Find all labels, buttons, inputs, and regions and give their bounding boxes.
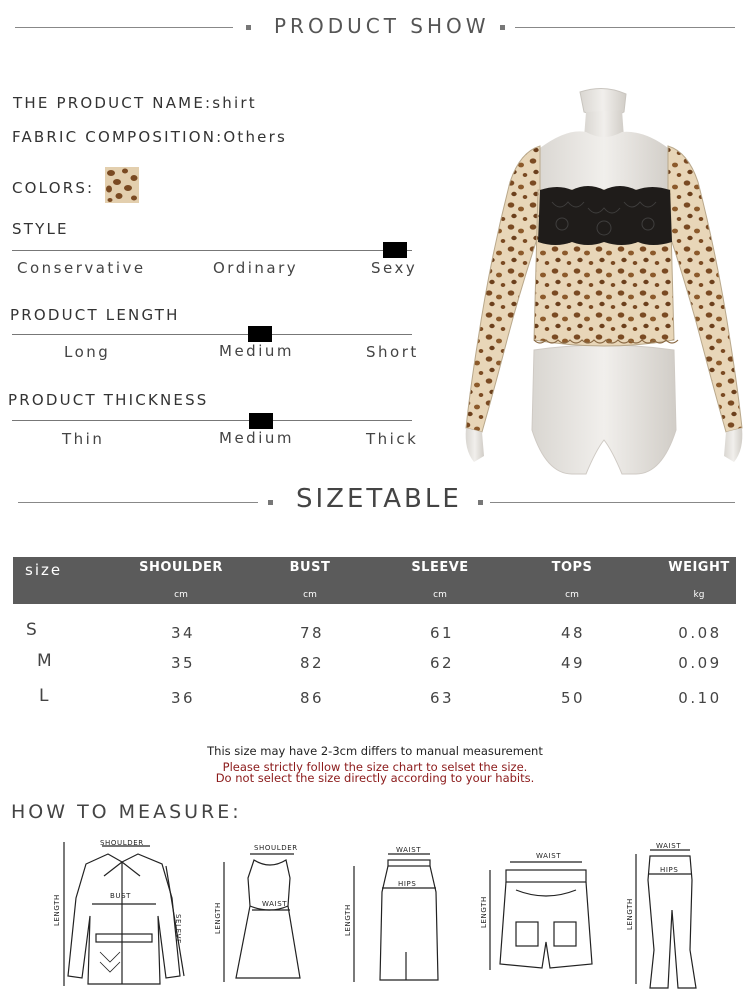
skirt-hips-label: HIPS — [398, 880, 417, 888]
sizetable-dot-right — [478, 500, 483, 505]
shorts-measure-figure — [476, 846, 616, 976]
trousers-hips-label: HIPS — [660, 866, 679, 874]
product-name-label: THE PRODUCT NAME: — [13, 94, 213, 112]
length-label-short: Short — [366, 343, 419, 361]
row-s-shoulder: 34 — [170, 624, 196, 642]
length-label-long: Long — [64, 343, 111, 361]
header-rule-left — [15, 27, 233, 28]
row-l-bust: 86 — [299, 689, 325, 707]
length-scale-marker[interactable] — [248, 326, 272, 342]
col-shoulder-unit: cm — [174, 590, 188, 600]
thickness-label-thick: Thick — [366, 430, 419, 448]
sizetable-dot-left — [268, 500, 273, 505]
how-to-measure-title: HOW TO MEASURE: — [11, 801, 242, 823]
row-m-weight: 0.09 — [678, 654, 722, 672]
product-photo — [462, 90, 746, 474]
row-s-size: S — [26, 620, 40, 640]
jacket-bust-label: BUST — [110, 892, 132, 900]
dress-length-label: LENGTH — [214, 902, 222, 934]
shorts-length-label: LENGTH — [480, 896, 488, 928]
thickness-label-thin: Thin — [62, 430, 105, 448]
header-dot-left — [246, 25, 251, 30]
length-scale-line — [12, 334, 412, 335]
trousers-waist-label: WAIST — [656, 842, 682, 850]
fabric-row — [12, 128, 287, 146]
length-label-medium: Medium — [219, 342, 294, 360]
style-label-ordinary: Ordinary — [213, 259, 299, 277]
thickness-scale-line — [12, 420, 412, 421]
fabric-value: Others — [223, 128, 287, 146]
col-weight-unit: kg — [693, 590, 705, 600]
thickness-label-medium: Medium — [219, 429, 294, 447]
skirt-measure-figure — [344, 842, 444, 988]
style-label-conservative: Conservative — [17, 259, 146, 277]
shorts-waist-label: WAIST — [536, 852, 562, 860]
col-tops: TOPS — [551, 560, 593, 575]
jacket-shoulder-label: SHOULDER — [100, 839, 144, 847]
header-rule-right — [515, 27, 735, 28]
row-m-tops: 49 — [560, 654, 586, 672]
col-sleeve: SLEEVE — [411, 560, 469, 575]
dress-measure-figure — [214, 838, 304, 988]
skirt-length-label: LENGTH — [344, 904, 352, 936]
dress-waist-label: WAIST — [262, 900, 288, 908]
leopard-color-swatch[interactable] — [105, 167, 139, 203]
product-name-value: shirt — [212, 94, 257, 112]
note-follow-chart: Please strictly follow the size chart to selset the size. — [222, 760, 528, 774]
style-label-sexy: Sexy — [371, 259, 418, 277]
dress-shoulder-label: SHOULDER — [254, 844, 298, 852]
row-s-weight: 0.08 — [678, 624, 722, 642]
row-l-size: L — [39, 686, 51, 706]
jacket-length-label: LENGTH — [53, 894, 61, 926]
fabric-label: FABRIC COMPOSITION: — [12, 128, 224, 146]
row-s-tops: 48 — [560, 624, 586, 642]
row-l-sleeve: 63 — [429, 689, 455, 707]
col-weight: WEIGHT — [668, 560, 730, 575]
style-title: STYLE — [12, 220, 69, 238]
thickness-title: PRODUCT THICKNESS — [8, 391, 209, 409]
row-m-shoulder: 35 — [170, 654, 196, 672]
col-bust-unit: cm — [303, 590, 317, 600]
col-shoulder: SHOULDER — [139, 560, 223, 575]
trousers-measure-figure — [622, 840, 698, 990]
row-m-sleeve: 62 — [429, 654, 455, 672]
length-title: PRODUCT LENGTH — [10, 306, 180, 324]
style-scale-line — [12, 250, 412, 251]
row-m-bust: 82 — [299, 654, 325, 672]
trousers-length-label: LENGTH — [626, 898, 634, 930]
style-scale-marker[interactable] — [383, 242, 407, 258]
note-measurement: This size may have 2-3cm differs to manual measurement — [207, 744, 543, 758]
size-table-header — [13, 557, 736, 604]
skirt-waist-label: WAIST — [396, 846, 422, 854]
jacket-selfve-label: SELEVE — [174, 914, 182, 945]
row-s-bust: 78 — [299, 624, 325, 642]
sizetable-rule-left — [18, 502, 258, 503]
row-l-tops: 50 — [560, 689, 586, 707]
note-habits: Do not select the size directly according to your habits. — [215, 771, 535, 785]
row-l-shoulder: 36 — [170, 689, 196, 707]
product-name-row — [13, 94, 257, 112]
jacket-measure-figure — [48, 836, 198, 992]
size-column-header: size — [25, 561, 63, 579]
page-title: PRODUCT SHOW — [274, 14, 490, 38]
scales-clip — [0, 240, 419, 460]
col-sleeve-unit: cm — [433, 590, 447, 600]
col-bust: BUST — [289, 560, 331, 575]
header-dot-right — [500, 25, 505, 30]
sizetable-title: SIZETABLE — [296, 484, 462, 514]
col-tops-unit: cm — [565, 590, 579, 600]
row-m-size: M — [37, 651, 55, 671]
row-l-weight: 0.10 — [678, 689, 722, 707]
sizetable-rule-right — [490, 502, 735, 503]
row-s-sleeve: 61 — [429, 624, 455, 642]
colors-label: COLORS: — [12, 179, 95, 197]
thickness-scale-marker[interactable] — [249, 413, 273, 429]
